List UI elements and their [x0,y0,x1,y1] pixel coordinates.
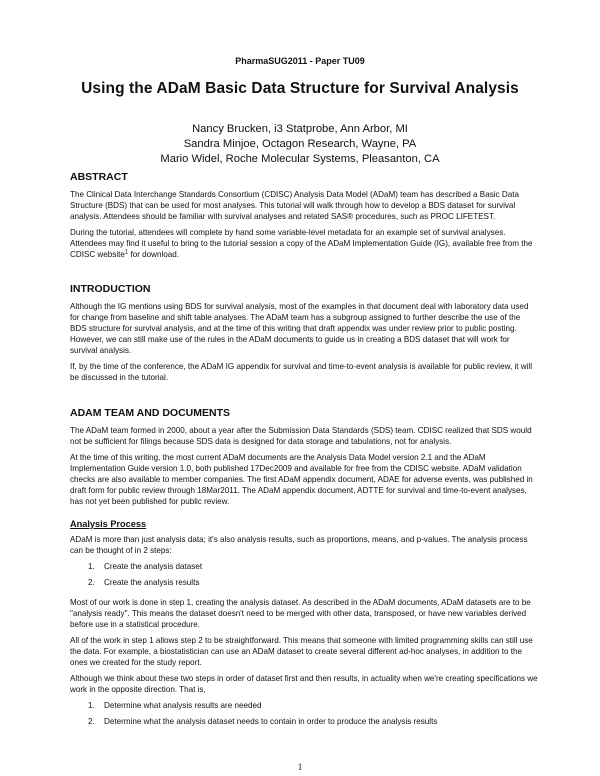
section-heading: INTRODUCTION [70,283,151,295]
paragraph: Although we think about these two steps in order of dataset first and then results, in actuality when we're creating specifications we work in the opposite direction. That is, [70,674,538,694]
author-line: Sandra Minjoe, Octagon Research, Wayne, PA [183,138,417,150]
paragraph: The Clinical Data Interchange Standards Consortium (CDISC) Analysis Data Model (ADaM) team has described a Basic Data Structure (BDS) that can be used for most analyses. This tutorial will walk through how to develop a BDS dataset for survival analysis. Attendees should be familiar with survival analyses and related SAS® procedures, such as PROC LIFETEST. [70,190,519,221]
list-number: 2. [88,717,95,726]
paragraph: Most of our work is done in step 1, creating the analysis dataset. As described in the ADaM documents, ADaM datasets are to be "analysis ready". This means the dataset doesn't need to be merged with other data, transposed, or have new variables derived before use in a statistical procedure. [70,598,531,629]
conference-header: PharmaSUG2011 - Paper TU09 [235,56,365,66]
paragraph: Although the IG mentions using BDS for survival analysis, most of the examples in that document deal with laboratory data used for change from baseline and shift table analyses. The ADaM team has a subgroup assigned to further describe the use of the BDS structure for survival analysis, and at the time of this writing that draft appendix was under review prior to public posting. However, we can still make use of the rules in the ADaM documents to guide us in creating a BDS dataset that will work for survival analysis. [70,302,529,355]
paragraph: At the time of this writing, the most current ADaM documents are the Analysis Data Model version 2.1 and the ADaM Implementation Guide version 1.0, both published 17Dec2009 and available for free from the CDISC website. ADaM validation checks are also available to member companies. The first ADaM appendix document, ADAE for adverse events, was published in draft form for public review through 18Mar2011. The ADaM appendix document, ADTTE for survival and time-to-event analyses, has not yet been published for public review. [70,453,533,506]
list-number: 1. [88,701,95,710]
list-item [70,700,538,716]
paragraph [70,227,538,260]
paragraph: ADaM is more than just analysis data; it's also analysis results, such as proportions, means, and p-values. The analysis process can be thought of in 2 steps: [70,535,528,555]
page-number: 1 [297,762,303,772]
author-line: Mario Widel, Roche Molecular Systems, Pleasanton, CA [160,153,440,165]
section-heading: ABSTRACT [70,171,128,183]
list-text: Create the analysis results [104,578,200,587]
paragraph: The ADaM team formed in 2000, about a year after the Submission Data Standards (SDS) team. CDISC realized that SDS would not be sufficient for filings because SDS data is designed for data storage and tabulations, not for analysis. [70,426,532,446]
analysis-process-section [70,519,538,732]
list-item [70,577,538,593]
paragraph: If, by the time of the conference, the ADaM IG appendix for survival and time-to-event analysis is available for public review, it will be discussed in the tutorial. [70,362,533,382]
author-line: Nancy Brucken, i3 Statprobe, Ann Arbor, MI [192,123,408,135]
list-item [70,561,538,577]
adam-team-section [70,407,538,507]
abstract-section [70,171,538,260]
subsection-heading: Analysis Process [70,519,147,529]
paragraph-text: for download. [128,250,180,259]
list-item [70,716,538,732]
author-block [0,122,600,167]
introduction-section [70,283,538,383]
footnote-marker: 1 [124,249,129,256]
paragraph-text: During the tutorial, attendees will complete by hand some variable-level metadata for an example set of survival analyses. Attendees may find it useful to bring to the tutorial session a copy of the ADaM Implementation Guide (IG), available free from the CDISC website [70,228,533,259]
paper-title: Using the ADaM Basic Data Structure for Survival Analysis [81,80,519,97]
section-heading: ADAM TEAM AND DOCUMENTS [70,407,231,419]
list-number: 2. [88,578,95,587]
paragraph: All of the work in step 1 allows step 2 to be straightforward. This means that someone with limited programming skills can still use the data. For example, a biostatistician can use an ADaM dataset to create several different ad-hoc analyses, in addition to the ones we created for the study report. [70,636,533,667]
list-text: Determine what analysis results are needed [104,701,262,710]
list-number: 1. [88,562,95,571]
list-text: Create the analysis dataset [104,562,203,571]
list-text: Determine what the analysis dataset needs to contain in order to produce the analysis results [104,717,438,726]
